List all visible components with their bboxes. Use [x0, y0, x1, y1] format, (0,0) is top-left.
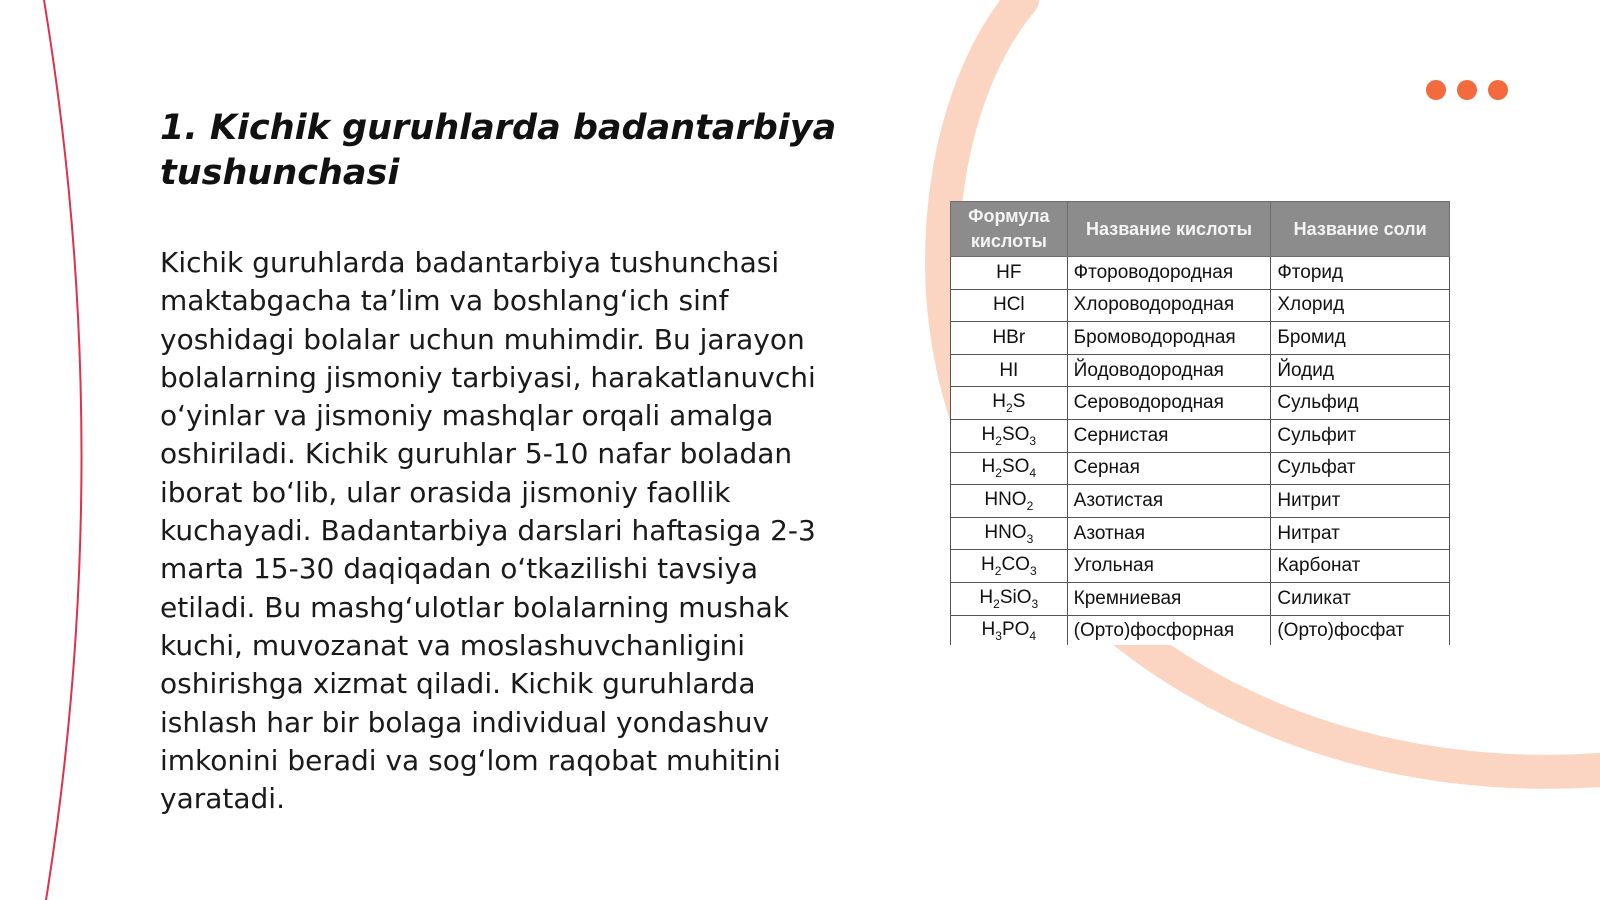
- table-header-row: [951, 202, 1450, 257]
- acid-name-cell: Сернистая: [1067, 419, 1271, 452]
- formula-cell: $H_3PO_4$: [951, 615, 1068, 645]
- formula-cell: HCl: [951, 289, 1068, 322]
- acid-table: [950, 201, 1450, 645]
- salt-name-cell: Сульфат: [1271, 452, 1450, 485]
- slide-body-text: Kichik guruhlarda badantarbiya tushunchasi maktabgacha taʼlim va boshlangʻich sinf yoshidagi bolalar uchun muhimdir. Bu jarayon bolalarning jismoniy tarbiyasi, harakatlanuvchi oʻyinlar va jismoniy mashqlar orqali amalga oshiriladi. Kichik guruhlar 5-10 nafar boladan iborat boʻlib, ular orasida jismoniy faollik kuchayadi. Badantarbiya darslari haftasiga 2-3 marta 15-30 daqiqadan oʻtkazilishi tavsiya etiladi. Bu mashgʻulotlar bolalarning mushak kuchi, muvozanat va moslashuvchanligini oshirishga xizmat qiladi. Kichik guruhlarda ishlash har bir bolaga individual yondashuv imkonini beradi va sogʻlom raqobat muhitini yaratadi.: [160, 246, 816, 816]
- acid-name-cell: Бромоводородная: [1067, 322, 1271, 355]
- formula-cell: $H_2SO_3$: [951, 419, 1068, 452]
- table-row: [951, 452, 1450, 485]
- table-body: [951, 257, 1450, 646]
- acid-table-image: [950, 201, 1450, 645]
- formula-cell: $H_2CO_3$: [951, 550, 1068, 583]
- salt-name-cell: Сульфит: [1271, 419, 1450, 452]
- acid-name-cell: Сероводородная: [1067, 387, 1271, 420]
- table-row: [951, 354, 1450, 387]
- acid-name-cell: Хлороводородная: [1067, 289, 1271, 322]
- salt-name-cell: Бромид: [1271, 322, 1450, 355]
- salt-name-cell: Карбонат: [1271, 550, 1450, 583]
- acid-name-cell: Серная: [1067, 452, 1271, 485]
- acid-name-cell: Йодоводородная: [1067, 354, 1271, 387]
- slide-title: 1. Kichik guruhlarda badantarbiya tushunchasi: [160, 108, 837, 193]
- formula-cell: HF: [951, 257, 1068, 290]
- table-row: [951, 615, 1450, 645]
- salt-name-cell: Сульфид: [1271, 387, 1450, 420]
- header-formula: Формула кислоты: [951, 202, 1068, 257]
- table-row: [951, 517, 1450, 550]
- table-row: [951, 582, 1450, 615]
- table-row: [951, 387, 1450, 420]
- formula-cell: HI: [951, 354, 1068, 387]
- salt-name-cell: Фторид: [1271, 257, 1450, 290]
- salt-name-cell: (Орто)фосфат: [1271, 615, 1450, 645]
- formula-cell: $H_2S$: [951, 387, 1068, 420]
- formula-cell: $H_2SiO_3$: [951, 582, 1068, 615]
- formula-cell: HBr: [951, 322, 1068, 355]
- decorative-dots: [1426, 80, 1508, 100]
- acid-name-cell: Фтороводородная: [1067, 257, 1271, 290]
- acid-name-cell: (Орто)фосфорная: [1067, 615, 1271, 645]
- acid-name-cell: Угольная: [1067, 550, 1271, 583]
- dot-icon: [1457, 80, 1477, 100]
- acid-name-cell: Кремниевая: [1067, 582, 1271, 615]
- salt-name-cell: Нитрит: [1271, 485, 1450, 518]
- header-salt-name: Название соли: [1271, 202, 1450, 257]
- salt-name-cell: Силикат: [1271, 582, 1450, 615]
- table-row: [951, 289, 1450, 322]
- formula-cell: $HNO_3$: [951, 517, 1068, 550]
- table-row: [951, 550, 1450, 583]
- table-row: [951, 485, 1450, 518]
- table-row: [951, 257, 1450, 290]
- salt-name-cell: Нитрат: [1271, 517, 1450, 550]
- acid-name-cell: Азотная: [1067, 517, 1271, 550]
- acid-name-cell: Азотистая: [1067, 485, 1271, 518]
- salt-name-cell: Хлорид: [1271, 289, 1450, 322]
- dot-icon: [1488, 80, 1508, 100]
- salt-name-cell: Йодид: [1271, 354, 1450, 387]
- formula-cell: $H_2SO_4$: [951, 452, 1068, 485]
- dot-icon: [1426, 80, 1446, 100]
- table-row: [951, 419, 1450, 452]
- formula-cell: $HNO_2$: [951, 485, 1068, 518]
- table-row: [951, 322, 1450, 355]
- header-acid-name: Название кислоты: [1067, 202, 1271, 257]
- left-red-curve: [44, 0, 82, 900]
